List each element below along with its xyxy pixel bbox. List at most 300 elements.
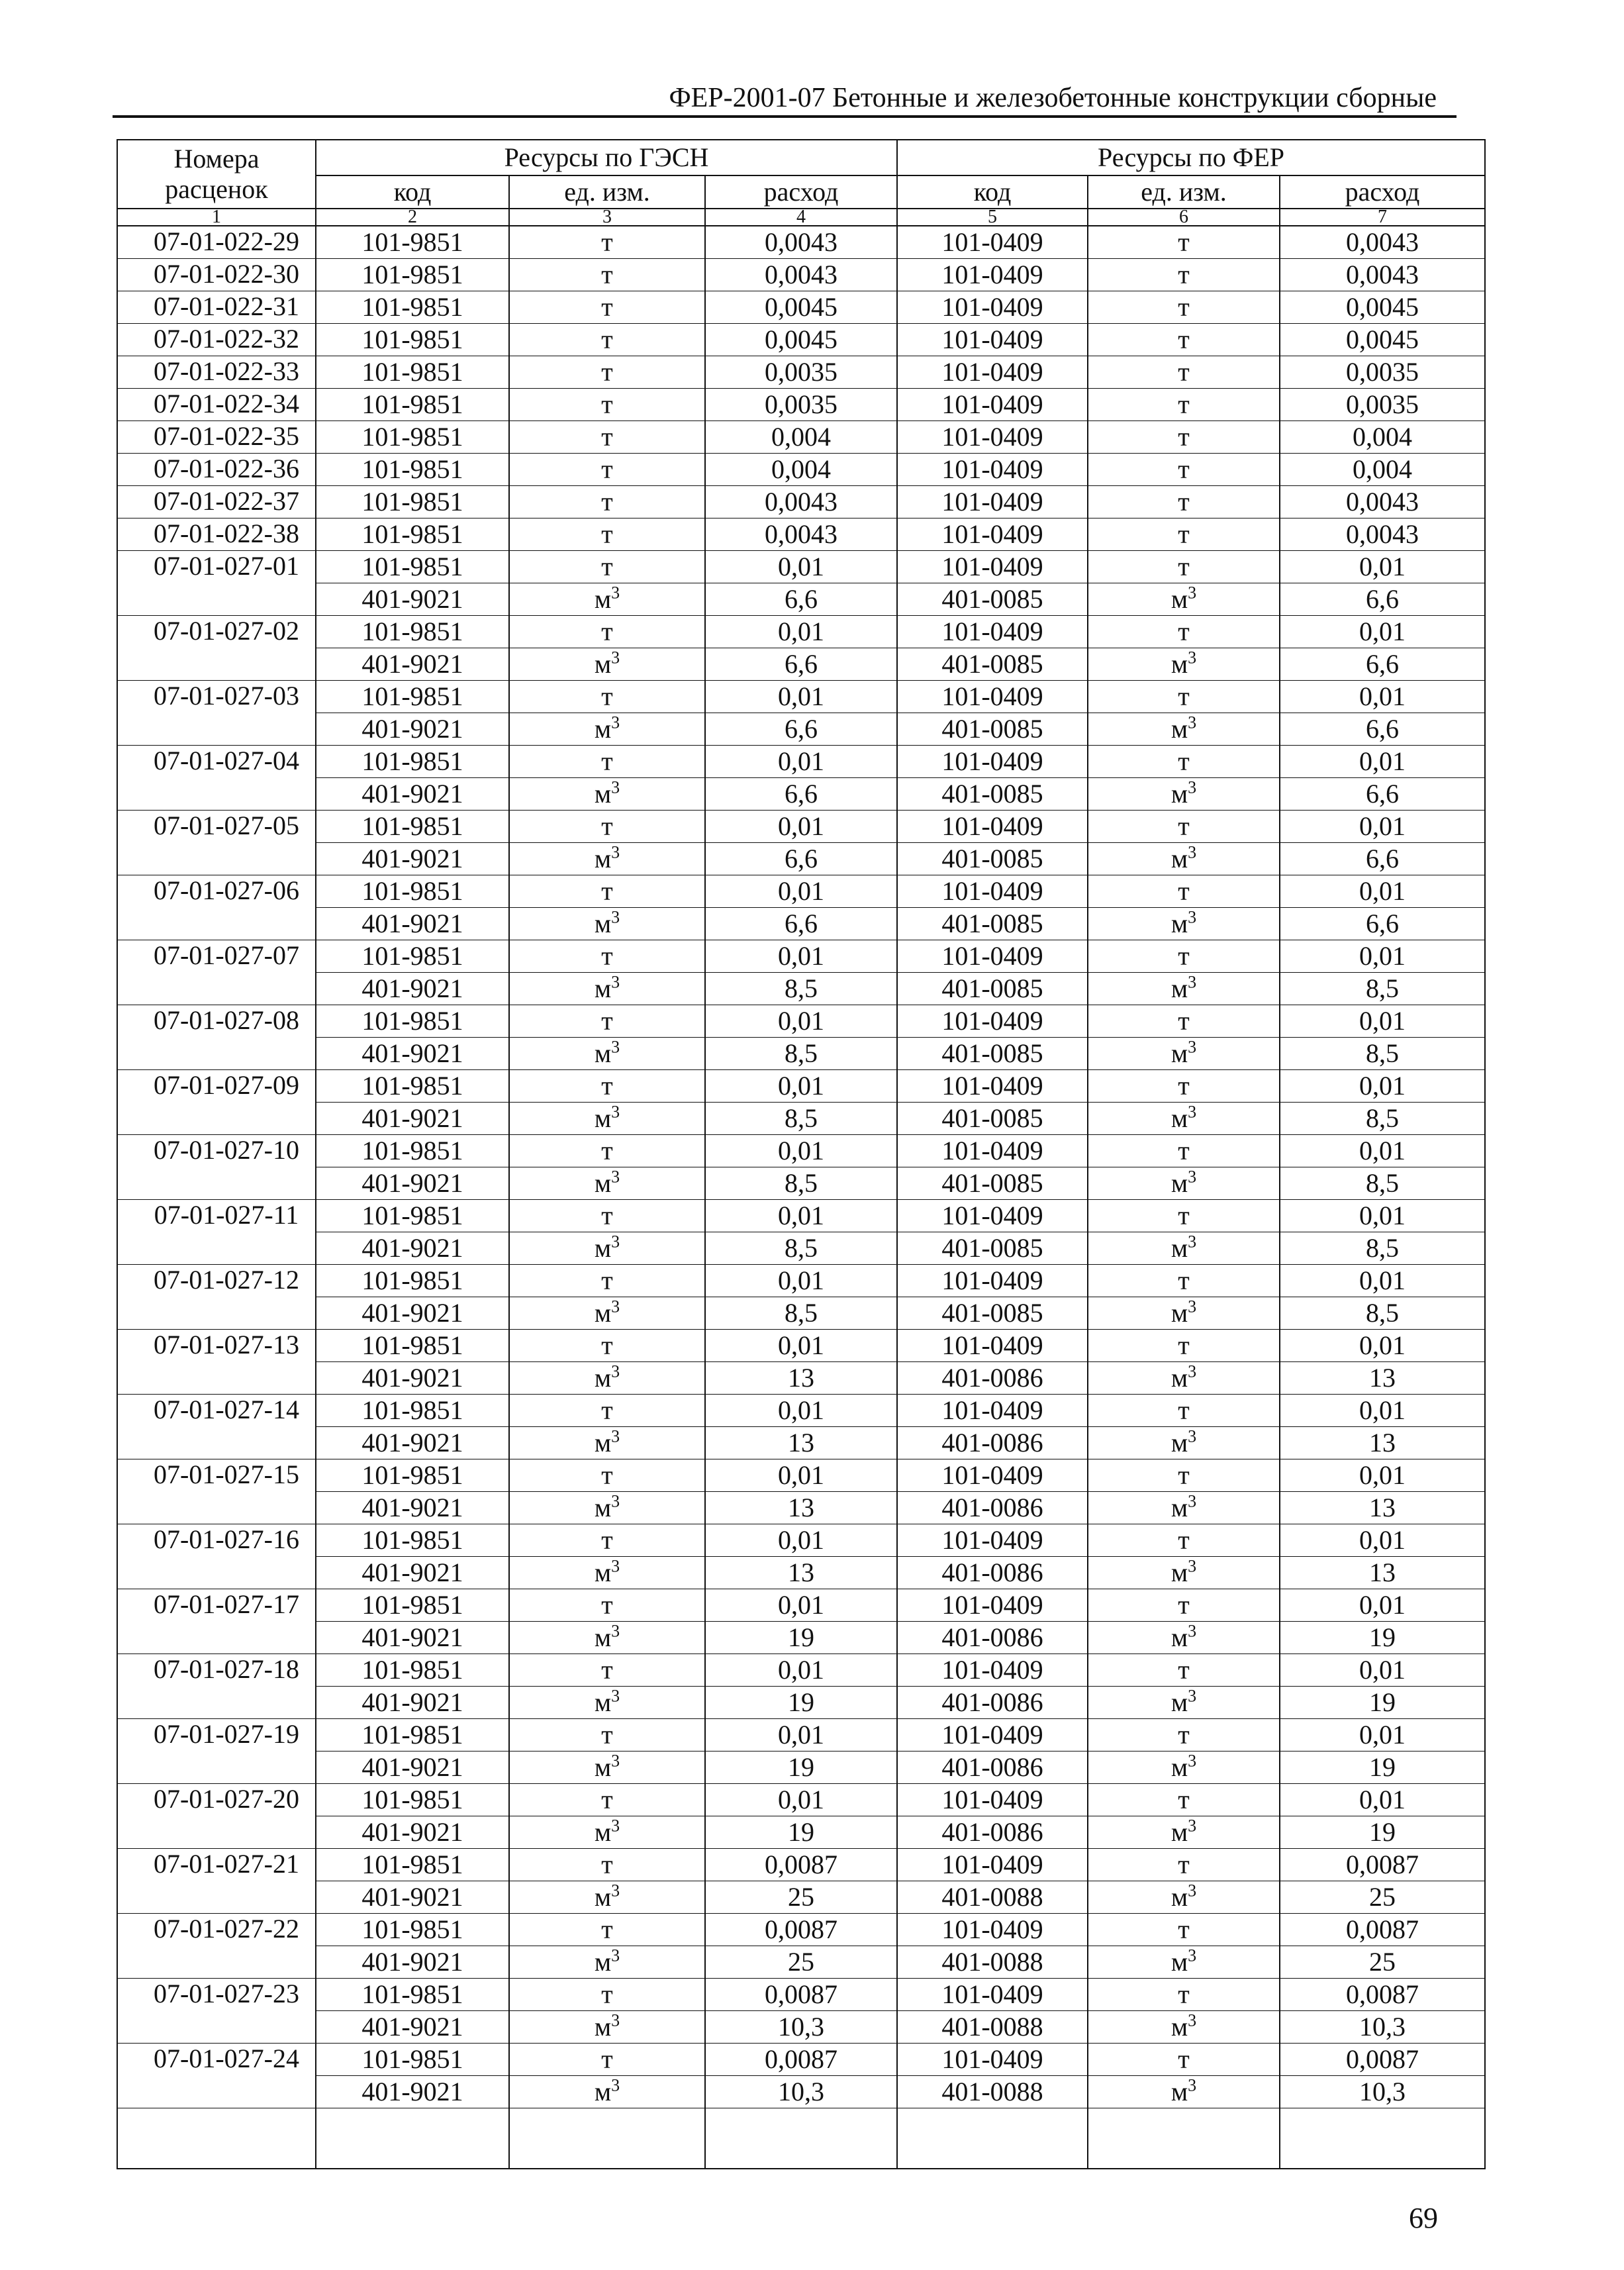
- cubic-exponent: 3: [611, 1297, 620, 1316]
- cubic-exponent: 3: [1188, 1946, 1197, 1965]
- g-rate-value: 0,0087: [765, 1850, 837, 1879]
- g-rate-cell: [705, 551, 897, 583]
- g-rate-value: 6,6: [785, 844, 818, 873]
- rate-number-cell: 07-01-027-17: [117, 1589, 316, 1622]
- g-code-value: 401-9021: [361, 973, 463, 1003]
- table-row: [117, 1849, 1485, 1881]
- rate-number-cell: 07-01-027-07: [117, 940, 316, 973]
- g-unit-cell: [509, 389, 705, 421]
- f-unit-cell: [1088, 2011, 1280, 2044]
- g-unit-cell: [509, 1816, 705, 1849]
- f-code-value: 101-0409: [941, 1460, 1043, 1490]
- table-row: [117, 1881, 1485, 1914]
- g-unit-value: т: [601, 357, 613, 387]
- f-code-cell: [897, 1816, 1088, 1849]
- g-unit-value: т: [601, 1330, 613, 1360]
- g-unit-value: т: [601, 2044, 613, 2074]
- g-code-cell: [316, 291, 509, 324]
- g-unit-cell: [509, 454, 705, 486]
- g-code-value: 101-9851: [361, 1071, 463, 1101]
- f-unit-cell: [1088, 486, 1280, 518]
- f-rate-cell: [1280, 1622, 1485, 1654]
- empty-cell: [316, 2108, 509, 2169]
- f-rate-cell: [1280, 1784, 1485, 1816]
- f-code-cell: [897, 1654, 1088, 1687]
- f-code-cell: [897, 681, 1088, 713]
- g-code-value: 101-9851: [361, 422, 463, 452]
- g-unit-cell: [509, 1784, 705, 1816]
- g-unit-cell: [509, 1395, 705, 1427]
- f-unit-value: т: [1178, 1006, 1190, 1036]
- cubic-exponent: 3: [611, 2010, 620, 2030]
- g-rate-value: 19: [788, 1622, 814, 1652]
- empty-cell: [509, 2108, 705, 2169]
- rate-number-cell: [117, 1946, 316, 1979]
- g-unit-value: т: [601, 811, 613, 841]
- f-rate-value: 0,01: [1359, 681, 1406, 711]
- g-rate-cell: [705, 616, 897, 648]
- table-row: [117, 2044, 1485, 2076]
- f-rate-value: 0,01: [1359, 1460, 1406, 1490]
- rate-number-cell: [117, 1232, 316, 1265]
- f-unit-value: м: [1170, 1557, 1188, 1587]
- f-code-value: 401-0085: [941, 584, 1043, 614]
- f-code-cell: [897, 1946, 1088, 1979]
- f-unit-cell: [1088, 875, 1280, 908]
- g-code-value: 101-9851: [361, 1525, 463, 1555]
- f-rate-value: 0,01: [1359, 1720, 1406, 1750]
- g-code-value: 101-9851: [361, 1720, 463, 1750]
- g-unit-cell: [509, 1524, 705, 1557]
- f-code-value: 101-0409: [941, 1265, 1043, 1295]
- f-code-value: 101-0409: [941, 1136, 1043, 1165]
- cubic-exponent: 3: [1188, 1426, 1197, 1446]
- f-unit-value: т: [1178, 1979, 1190, 2009]
- f-rate-value: 25: [1369, 1882, 1396, 1912]
- table-row: [117, 389, 1485, 421]
- f-unit-cell: [1088, 1330, 1280, 1362]
- f-unit-value: м: [1170, 844, 1188, 873]
- f-unit-value: т: [1178, 454, 1190, 484]
- f-rate-value: 0,004: [1353, 454, 1412, 484]
- g-code-cell: [316, 616, 509, 648]
- f-code-cell: [897, 1362, 1088, 1395]
- g-code-cell: [316, 421, 509, 454]
- f-rate-cell: [1280, 973, 1485, 1005]
- g-rate-cell: [705, 356, 897, 389]
- rate-number-cell: 07-01-027-10: [117, 1135, 316, 1167]
- f-code-cell: [897, 486, 1088, 518]
- g-code-cell: [316, 908, 509, 940]
- g-code-value: 401-9021: [361, 1363, 463, 1393]
- resources-table: [117, 139, 1486, 2169]
- f-unit-cell: [1088, 1038, 1280, 1070]
- f-code-value: 401-0085: [941, 909, 1043, 938]
- g-rate-value: 0,01: [778, 1655, 824, 1685]
- col-header-number-line2: расценок: [165, 174, 268, 204]
- g-unit-value: м: [594, 1557, 612, 1587]
- g-code-cell: [316, 746, 509, 778]
- f-code-value: 101-0409: [941, 1525, 1043, 1555]
- g-code-cell: [316, 486, 509, 518]
- g-rate-value: 10,3: [778, 2077, 824, 2106]
- g-unit-value: т: [601, 1265, 613, 1295]
- g-code-value: 101-9851: [361, 941, 463, 971]
- g-code-cell: [316, 1946, 509, 1979]
- g-rate-value: 0,01: [778, 1006, 824, 1036]
- f-rate-cell: [1280, 1232, 1485, 1265]
- f-unit-cell: [1088, 1135, 1280, 1167]
- g-unit-value: м: [594, 1622, 612, 1652]
- g-code-cell: [316, 681, 509, 713]
- f-code-cell: [897, 1330, 1088, 1362]
- rate-number-cell: 07-01-027-13: [117, 1330, 316, 1362]
- f-unit-value: т: [1178, 292, 1190, 322]
- g-unit-cell: [509, 875, 705, 908]
- f-code-cell: [897, 226, 1088, 259]
- g-rate-cell: [705, 226, 897, 259]
- f-code-value: 401-0088: [941, 2012, 1043, 2042]
- g-rate-value: 0,0035: [765, 389, 837, 419]
- f-rate-cell: [1280, 1557, 1485, 1589]
- cubic-exponent: 3: [611, 1102, 620, 1122]
- g-code-cell: [316, 1816, 509, 1849]
- f-rate-value: 0,01: [1359, 552, 1406, 581]
- f-unit-value: т: [1178, 1136, 1190, 1165]
- f-rate-value: 8,5: [1366, 1233, 1399, 1263]
- col-header-gesn-rate: расход: [705, 175, 897, 209]
- g-unit-value: т: [601, 1460, 613, 1490]
- f-code-cell: [897, 518, 1088, 551]
- f-code-value: 401-0085: [941, 1233, 1043, 1263]
- g-code-cell: [316, 1979, 509, 2011]
- f-rate-cell: [1280, 1816, 1485, 1849]
- g-code-cell: [316, 1914, 509, 1946]
- f-code-value: 101-0409: [941, 487, 1043, 517]
- cubic-exponent: 3: [1188, 713, 1197, 732]
- g-rate-cell: [705, 1752, 897, 1784]
- f-code-cell: [897, 1914, 1088, 1946]
- col-header-fer-unit: ед. изм.: [1088, 175, 1280, 209]
- g-rate-value: 0,01: [778, 1330, 824, 1360]
- f-unit-cell: [1088, 1622, 1280, 1654]
- g-code-value: 101-9851: [361, 746, 463, 776]
- table-row: [117, 2076, 1485, 2108]
- g-code-value: 401-9021: [361, 1622, 463, 1652]
- g-code-value: 401-9021: [361, 1687, 463, 1717]
- g-rate-value: 25: [788, 1947, 814, 1977]
- f-rate-value: 0,01: [1359, 876, 1406, 906]
- g-unit-cell: [509, 1654, 705, 1687]
- f-rate-value: 0,01: [1359, 1525, 1406, 1555]
- f-rate-cell: [1280, 1979, 1485, 2011]
- f-rate-cell: [1280, 226, 1485, 259]
- table-row: [117, 1719, 1485, 1752]
- g-code-cell: [316, 454, 509, 486]
- f-unit-cell: [1088, 1297, 1280, 1330]
- f-code-cell: [897, 1979, 1088, 2011]
- g-code-cell: [316, 1687, 509, 1719]
- f-rate-value: 19: [1369, 1752, 1396, 1782]
- table-row: [117, 811, 1485, 843]
- g-unit-cell: [509, 811, 705, 843]
- cubic-exponent: 3: [611, 648, 620, 667]
- g-unit-cell: [509, 1622, 705, 1654]
- f-code-cell: [897, 1589, 1088, 1622]
- f-code-cell: [897, 1557, 1088, 1589]
- table-row: [117, 1297, 1485, 1330]
- f-code-cell: [897, 1135, 1088, 1167]
- cubic-exponent: 3: [611, 972, 620, 992]
- g-code-value: 401-9021: [361, 1103, 463, 1133]
- f-rate-cell: [1280, 811, 1485, 843]
- col-header-gesn-unit: ед. изм.: [509, 175, 705, 209]
- f-code-value: 101-0409: [941, 422, 1043, 452]
- g-code-cell: [316, 1362, 509, 1395]
- f-unit-cell: [1088, 551, 1280, 583]
- f-code-value: 101-0409: [941, 1720, 1043, 1750]
- cubic-exponent: 3: [611, 1621, 620, 1641]
- f-code-value: 101-0409: [941, 227, 1043, 257]
- g-rate-cell: [705, 1492, 897, 1524]
- empty-cell: [1088, 2108, 1280, 2169]
- page-number: 69: [1409, 2202, 1438, 2234]
- f-rate-value: 6,6: [1366, 714, 1399, 744]
- cubic-exponent: 3: [1188, 907, 1197, 927]
- table-row: [117, 648, 1485, 681]
- g-code-cell: [316, 1200, 509, 1232]
- table-row: [117, 940, 1485, 973]
- g-rate-cell: [705, 1784, 897, 1816]
- rate-number-cell: 07-01-027-11: [117, 1200, 316, 1232]
- table-row: [117, 551, 1485, 583]
- f-rate-value: 0,0043: [1346, 227, 1419, 257]
- g-code-value: 101-9851: [361, 681, 463, 711]
- f-code-value: 101-0409: [941, 1006, 1043, 1036]
- g-unit-cell: [509, 291, 705, 324]
- f-rate-cell: [1280, 291, 1485, 324]
- f-code-cell: [897, 940, 1088, 973]
- f-code-cell: [897, 778, 1088, 811]
- table-row: [117, 259, 1485, 291]
- f-code-cell: [897, 1524, 1088, 1557]
- f-rate-cell: [1280, 324, 1485, 356]
- rate-number-cell: 07-01-027-22: [117, 1914, 316, 1946]
- g-rate-cell: [705, 1524, 897, 1557]
- empty-cell: [897, 2108, 1088, 2169]
- f-code-cell: [897, 1459, 1088, 1492]
- empty-cell: [1280, 2108, 1485, 2169]
- f-unit-value: т: [1178, 519, 1190, 549]
- table-row: [117, 1524, 1485, 1557]
- g-rate-value: 0,0087: [765, 1979, 837, 2009]
- f-unit-value: т: [1178, 617, 1190, 646]
- cubic-exponent: 3: [611, 1426, 620, 1446]
- f-unit-value: т: [1178, 1914, 1190, 1944]
- f-rate-cell: [1280, 1654, 1485, 1687]
- cubic-exponent: 3: [1188, 1816, 1197, 1836]
- rate-number-cell: 07-01-022-32: [117, 324, 316, 356]
- f-code-value: 401-0088: [941, 1947, 1043, 1977]
- g-unit-value: т: [601, 552, 613, 581]
- f-rate-cell: [1280, 1881, 1485, 1914]
- g-unit-cell: [509, 1589, 705, 1622]
- g-rate-value: 0,004: [771, 422, 831, 452]
- g-rate-cell: [705, 259, 897, 291]
- g-code-value: 401-9021: [361, 584, 463, 614]
- f-unit-value: т: [1178, 324, 1190, 354]
- rate-number-cell: 07-01-027-18: [117, 1654, 316, 1687]
- g-code-value: 401-9021: [361, 844, 463, 873]
- f-code-value: 101-0409: [941, 941, 1043, 971]
- rate-number-cell: 07-01-027-16: [117, 1524, 316, 1557]
- g-unit-value: т: [601, 487, 613, 517]
- g-rate-value: 0,0043: [765, 260, 837, 289]
- g-unit-cell: [509, 1719, 705, 1752]
- f-code-cell: [897, 616, 1088, 648]
- f-rate-cell: [1280, 1752, 1485, 1784]
- g-code-value: 401-9021: [361, 1947, 463, 1977]
- g-unit-value: м: [594, 584, 612, 614]
- table-row: [117, 324, 1485, 356]
- cubic-exponent: 3: [611, 1816, 620, 1836]
- g-code-value: 101-9851: [361, 389, 463, 419]
- g-code-cell: [316, 1103, 509, 1135]
- g-code-cell: [316, 1005, 509, 1038]
- table-row: [117, 1395, 1485, 1427]
- f-code-value: 101-0409: [941, 454, 1043, 484]
- g-unit-value: м: [594, 1882, 612, 1912]
- table-row: [117, 2011, 1485, 2044]
- f-unit-cell: [1088, 2044, 1280, 2076]
- g-rate-cell: [705, 973, 897, 1005]
- table-row: [117, 291, 1485, 324]
- table-row: [117, 1070, 1485, 1103]
- g-rate-cell: [705, 1232, 897, 1265]
- f-unit-value: т: [1178, 389, 1190, 419]
- g-unit-cell: [509, 616, 705, 648]
- rate-number-cell: 07-01-022-36: [117, 454, 316, 486]
- f-code-value: 401-0085: [941, 649, 1043, 679]
- f-unit-value: т: [1178, 941, 1190, 971]
- g-unit-cell: [509, 1232, 705, 1265]
- g-unit-cell: [509, 1492, 705, 1524]
- group-header-gesn: Ресурсы по ГЭСН: [316, 140, 897, 175]
- g-code-value: 101-9851: [361, 2044, 463, 2074]
- f-unit-value: м: [1170, 1168, 1188, 1198]
- g-unit-cell: [509, 324, 705, 356]
- g-unit-cell: [509, 843, 705, 875]
- cubic-exponent: 3: [1188, 1102, 1197, 1122]
- rate-number-cell: 07-01-027-01: [117, 551, 316, 583]
- g-rate-cell: [705, 1979, 897, 2011]
- g-rate-cell: [705, 648, 897, 681]
- f-code-cell: [897, 1719, 1088, 1752]
- g-unit-cell: [509, 1297, 705, 1330]
- f-rate-cell: [1280, 1135, 1485, 1167]
- g-unit-cell: [509, 1200, 705, 1232]
- g-code-value: 101-9851: [361, 1850, 463, 1879]
- rate-number-cell: 07-01-027-24: [117, 2044, 316, 2076]
- f-rate-value: 0,01: [1359, 941, 1406, 971]
- g-unit-cell: [509, 1005, 705, 1038]
- g-rate-value: 13: [788, 1363, 814, 1393]
- g-code-cell: [316, 259, 509, 291]
- g-unit-value: м: [594, 1038, 612, 1068]
- f-rate-value: 0,0043: [1346, 260, 1419, 289]
- rate-number-cell: 07-01-027-09: [117, 1070, 316, 1103]
- rate-number-cell: 07-01-027-02: [117, 616, 316, 648]
- g-rate-cell: [705, 1622, 897, 1654]
- table-row: [117, 1557, 1485, 1589]
- f-unit-value: т: [1178, 2044, 1190, 2074]
- g-rate-value: 13: [788, 1493, 814, 1522]
- table-row: [117, 1979, 1485, 2011]
- g-code-cell: [316, 2076, 509, 2108]
- g-unit-value: м: [594, 1817, 612, 1847]
- f-unit-value: т: [1178, 1395, 1190, 1425]
- f-code-cell: [897, 2076, 1088, 2108]
- g-unit-cell: [509, 1362, 705, 1395]
- g-code-cell: [316, 811, 509, 843]
- cubic-exponent: 3: [1188, 2010, 1197, 2030]
- g-code-cell: [316, 226, 509, 259]
- f-code-value: 401-0088: [941, 1882, 1043, 1912]
- cubic-exponent: 3: [611, 1751, 620, 1771]
- g-rate-cell: [705, 1719, 897, 1752]
- table-row: [117, 1005, 1485, 1038]
- g-unit-cell: [509, 1038, 705, 1070]
- g-rate-value: 0,01: [778, 552, 824, 581]
- g-rate-value: 0,01: [778, 941, 824, 971]
- cubic-exponent: 3: [1188, 1556, 1197, 1576]
- f-rate-cell: [1280, 1395, 1485, 1427]
- g-unit-value: т: [601, 260, 613, 289]
- f-code-value: 101-0409: [941, 1914, 1043, 1944]
- table-row: [117, 1200, 1485, 1232]
- f-rate-value: 0,01: [1359, 1590, 1406, 1620]
- rate-number-cell: [117, 908, 316, 940]
- g-rate-cell: [705, 1881, 897, 1914]
- f-unit-cell: [1088, 1524, 1280, 1557]
- f-code-value: 401-0085: [941, 779, 1043, 809]
- g-rate-value: 0,0043: [765, 487, 837, 517]
- g-code-cell: [316, 1492, 509, 1524]
- f-code-value: 101-0409: [941, 519, 1043, 549]
- g-unit-value: т: [601, 422, 613, 452]
- g-unit-value: т: [601, 617, 613, 646]
- column-number-row: [117, 209, 1485, 226]
- cubic-exponent: 3: [1188, 777, 1197, 797]
- f-unit-value: т: [1178, 876, 1190, 906]
- g-code-cell: [316, 1752, 509, 1784]
- f-unit-cell: [1088, 1784, 1280, 1816]
- f-rate-value: 13: [1369, 1428, 1396, 1457]
- f-rate-cell: [1280, 875, 1485, 908]
- f-rate-value: 13: [1369, 1557, 1396, 1587]
- table-row: [117, 875, 1485, 908]
- cubic-exponent: 3: [1188, 1297, 1197, 1316]
- column-number: 3: [509, 209, 705, 226]
- f-rate-cell: [1280, 1459, 1485, 1492]
- g-rate-cell: [705, 681, 897, 713]
- f-unit-cell: [1088, 1362, 1280, 1395]
- f-code-value: 401-0086: [941, 1557, 1043, 1587]
- g-unit-cell: [509, 1557, 705, 1589]
- g-unit-value: м: [594, 649, 612, 679]
- g-rate-value: 0,01: [778, 1071, 824, 1101]
- column-number: 1: [117, 209, 316, 226]
